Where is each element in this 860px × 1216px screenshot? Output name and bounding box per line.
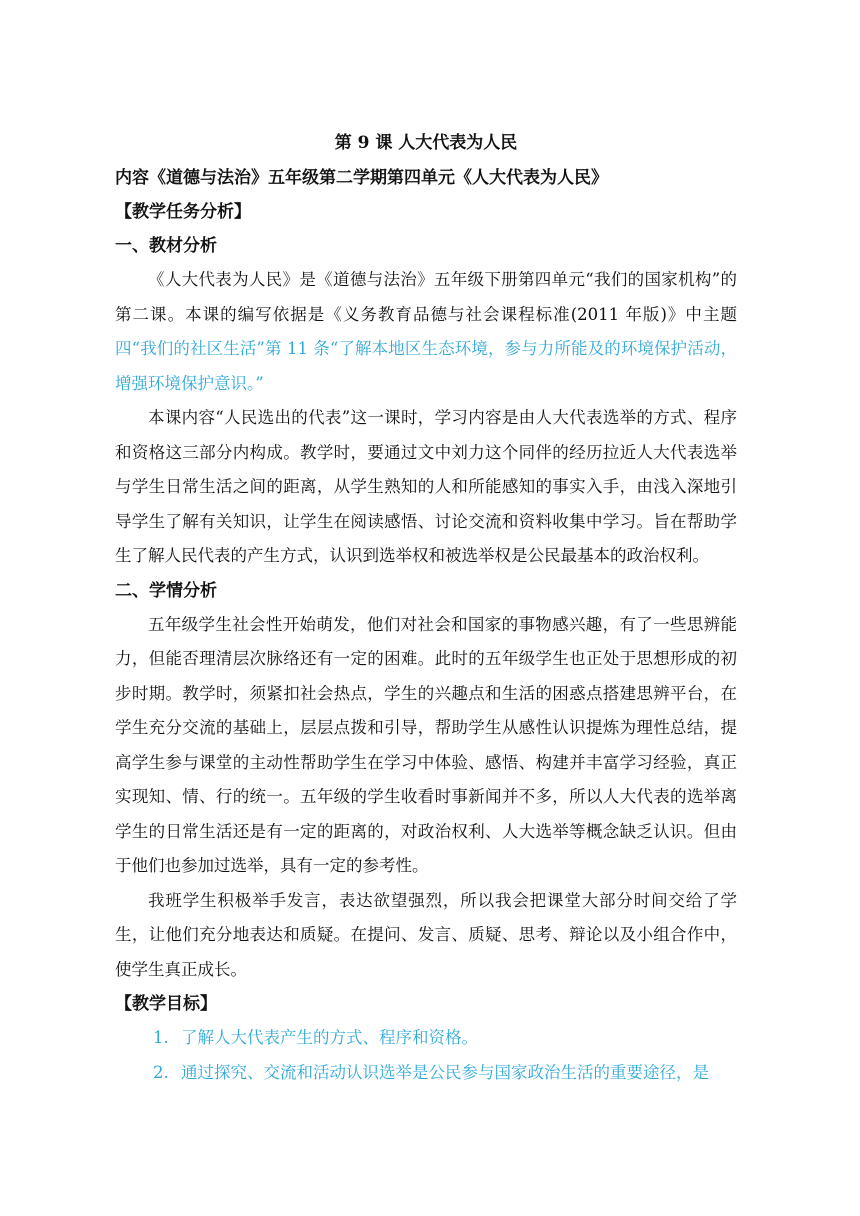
section-heading-task: 【教学任务分析】 <box>115 202 251 222</box>
goal-item <box>115 1021 737 1056</box>
heading-textbook-analysis: 一、教材分析 <box>115 236 217 256</box>
paragraph-textbook-1 <box>115 263 737 401</box>
section-heading-goals: 【教学目标】 <box>115 994 217 1014</box>
goal-number: 2. <box>153 1062 169 1082</box>
paragraph-students-2: 我班学生积极举手发言，表达欲望强烈，所以我会把课堂大部分时间交给了学生，让他们充分地表达和质疑。在提问、发言、质疑、思考、辩论以及小组合作中，使学生真正成长。 <box>115 890 737 979</box>
lesson-title: 第 9 课 人大代表为人民 <box>334 133 518 153</box>
content-line: 内容《道德与法治》五年级第二学期第四单元《人大代表为人民》 <box>115 168 608 188</box>
goal-item <box>115 1056 737 1091</box>
heading-student-analysis: 二、学情分析 <box>115 580 217 601</box>
paragraph-textbook-2: 本课内容“人民选出的代表”这一课时，学习内容是由人大代表选举的方式、程序和资格这三部分内构成。教学时，要通过文中刘力这个同伴的经历拉近人大代表选举与学生日常生活之间的距离，从学生熟知的人和所能感知的事实入手，由浅入深地引导学生了解有关知识，让学生在阅读感悟、讨论交流和资料收集中学习。旨在帮助学生了解人民代表的产生方式，认识到选举权和被选举权是公民最基本的政治权利。 <box>115 408 737 565</box>
goal-number: 1. <box>153 1028 169 1047</box>
paragraph-text: 《人大代表为人民》是《道德与法治》五年级下册第四单元“我们的国家机构”的第二课。本课的编写依据是《义务教育品德与社会课程标准(2011 年版)》中主题 <box>115 270 737 324</box>
goal-text: 了解人大代表产生的方式、程序和资格。 <box>181 1028 478 1047</box>
goal-text: 通过探究、交流和活动认识选举是公民参与国家政治生活的重要途径，是 <box>181 1062 709 1082</box>
document-body <box>115 129 737 1090</box>
paragraph-students-1: 五年级学生社会性开始萌发，他们对社会和国家的事物感兴趣，有了一些思辨能力，但能否理清层次脉络还有一定的困难。此时的五年级学生也正处于思想形成的初步时期。教学时，须紧扣社会热点，学生的兴趣点和生活的困惑点搭建思辨平台，在学生充分交流的基础上，层层点拨和引导，帮助学生从感性认识提炼为理性总结，提高学生参与课堂的主动性帮助学生在学习中体验、感悟、构建并丰富学习经验，真正实现知、情、行的统一。五年级的学生收看时事新闻并不多，所以人大代表的选举离学生的日常生活还是有一定的距离的，对政治权利、人大选举等概念缺乏认识。但由于他们也参加过选举，具有一定的参考性。 <box>115 614 737 875</box>
highlighted-text: 四“我们的社区生活”第 11 条“了解本地区生态环境，参与力所能及的环境保护活动，增强环境保护意识。” <box>115 339 737 393</box>
